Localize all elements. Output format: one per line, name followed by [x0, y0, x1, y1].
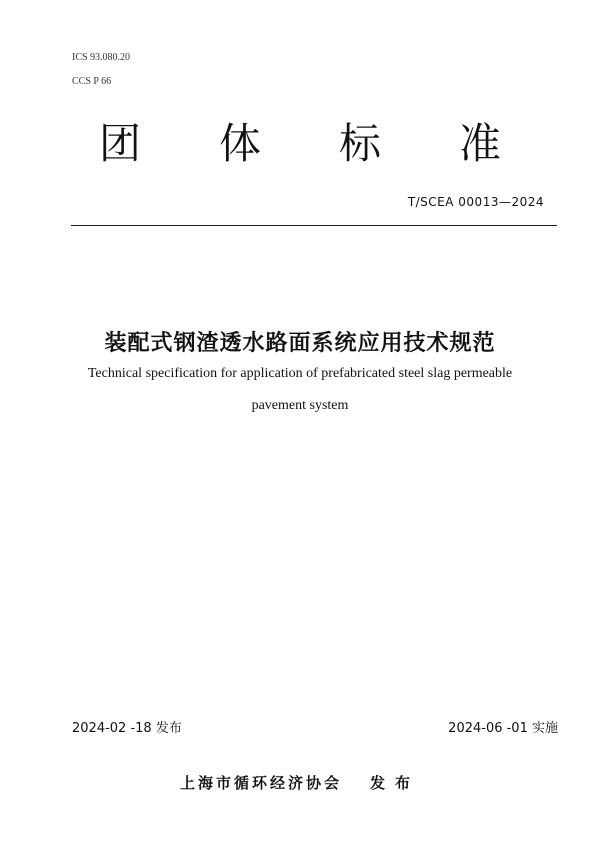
header-divider: [71, 225, 557, 226]
standard-type-char-3: 标: [338, 119, 381, 168]
implementation-date: 2024-06 -01 实施: [448, 721, 558, 736]
issue-date: 2024-02 -18 发布: [72, 721, 182, 736]
ics-code: ICS 93.080.20: [72, 52, 131, 63]
standard-type-char-1: 团: [98, 119, 141, 168]
title-chinese: 装配式钢渣透水路面系统应用技术规范: [104, 331, 496, 356]
publisher-name: 上海市循环经济协会: [179, 774, 342, 792]
publish-label: 发布: [370, 774, 421, 792]
standard-code: T/SCEA 00013—2024: [407, 195, 544, 209]
ccs-code: CCS P 66: [72, 76, 112, 87]
publisher-line: [0, 772, 600, 793]
standard-type-char-4: 准: [458, 119, 501, 168]
title-english-line-2: pavement system: [251, 398, 349, 413]
standard-type-heading: [60, 118, 540, 170]
title-english-line-1: Technical specification for application of prefabricated steel slag permeable: [87, 366, 513, 381]
standard-type-char-2: 体: [218, 119, 261, 168]
